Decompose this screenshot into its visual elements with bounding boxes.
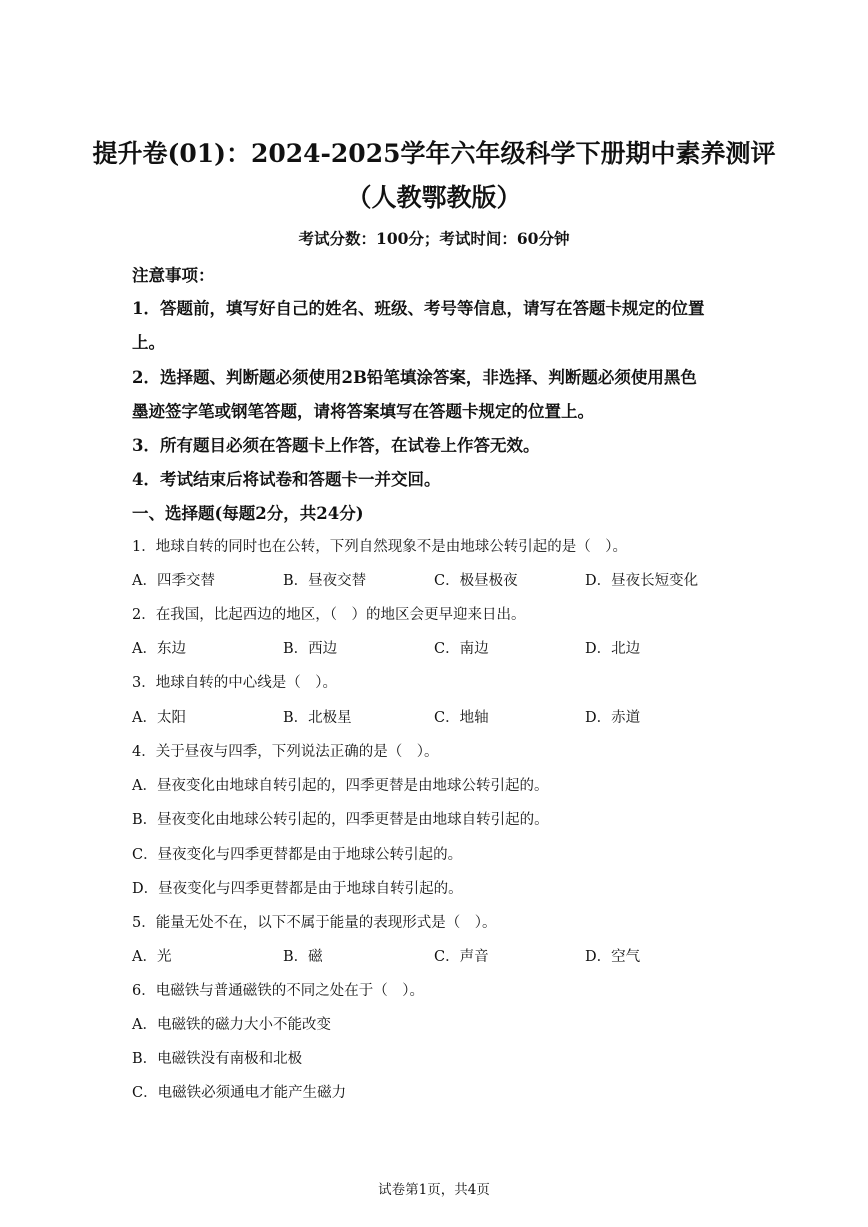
question-1: 1．地球自转的同时也在公转，下列自然现象不是由地球公转引起的是（ ）。 — [132, 539, 627, 555]
q1-option-c: C．极昼极夜 — [434, 573, 518, 589]
q1-option-a: A．四季交替 — [132, 573, 215, 589]
question-4: 4．关于昼夜与四季，下列说法正确的是（ ）。 — [132, 744, 439, 760]
page-subtitle: （人教鄂教版） — [346, 183, 522, 212]
notice-item: 2．选择题、判断题必须使用2B铅笔填涂答案，非选择、判断题必须使用黑色 — [132, 368, 697, 387]
page-footer: 试卷第1页，共4页 — [378, 1182, 490, 1198]
q4-option-d: D．昼夜变化与四季更替都是由于地球自转引起的。 — [132, 881, 463, 897]
section-heading: 一、选择题(每题2分，共24分) — [132, 504, 364, 523]
q4-option-c: C．昼夜变化与四季更替都是由于地球公转引起的。 — [132, 847, 463, 863]
q1-option-b: B．昼夜交替 — [283, 573, 367, 589]
notice-item: 1．答题前，填写好自己的姓名、班级、考号等信息，请写在答题卡规定的位置 — [132, 299, 705, 318]
q3-option-a: A．太阳 — [132, 710, 186, 726]
question-3: 3．地球自转的中心线是（ ）。 — [132, 675, 337, 691]
q4-option-b: B．昼夜变化由地球公转引起的，四季更替是由地球自转引起的。 — [132, 812, 549, 828]
q6-option-c: C．电磁铁必须通电才能产生磁力 — [132, 1085, 347, 1101]
question-2: 2．在我国，比起西边的地区，（ ）的地区会更早迎来日出。 — [132, 607, 526, 623]
question-6: 6．电磁铁与普通磁铁的不同之处在于（ ）。 — [132, 983, 424, 999]
question-5: 5．能量无处不在，以下不属于能量的表现形式是（ ）。 — [132, 915, 497, 931]
exam-info: 考试分数：100分；考试时间：60分钟 — [298, 229, 570, 248]
q5-option-b: B．磁 — [283, 949, 323, 965]
q5-option-c: C．声音 — [434, 949, 489, 965]
q3-option-b: B．北极星 — [283, 710, 352, 726]
notice-heading: 注意事项： — [132, 266, 215, 285]
q4-option-a: A．昼夜变化由地球自转引起的，四季更替是由地球公转引起的。 — [132, 778, 549, 794]
q1-option-d: D．昼夜长短变化 — [585, 573, 699, 589]
q5-option-d: D．空气 — [585, 949, 641, 965]
notice-item: 墨迹签字笔或钢笔答题，请将答案填写在答题卡规定的位置上。 — [132, 402, 594, 421]
q2-option-c: C．南边 — [434, 641, 489, 657]
q2-option-a: A．东边 — [132, 641, 186, 657]
notice-item: 4．考试结束后将试卷和答题卡一并交回。 — [132, 470, 441, 489]
q3-option-d: D．赤道 — [585, 710, 641, 726]
q2-option-b: B．西边 — [283, 641, 338, 657]
page-title: 提升卷(01)：2024-2025学年六年级科学下册期中素养测评 — [92, 139, 776, 168]
q3-option-c: C．地轴 — [434, 710, 489, 726]
notice-item: 3．所有题目必须在答题卡上作答，在试卷上作答无效。 — [132, 436, 540, 455]
q5-option-a: A．光 — [132, 949, 172, 965]
q2-option-d: D．北边 — [585, 641, 641, 657]
q6-option-b: B．电磁铁没有南极和北极 — [132, 1051, 303, 1067]
notice-item: 上。 — [132, 333, 165, 352]
q6-option-a: A．电磁铁的磁力大小不能改变 — [132, 1017, 331, 1033]
